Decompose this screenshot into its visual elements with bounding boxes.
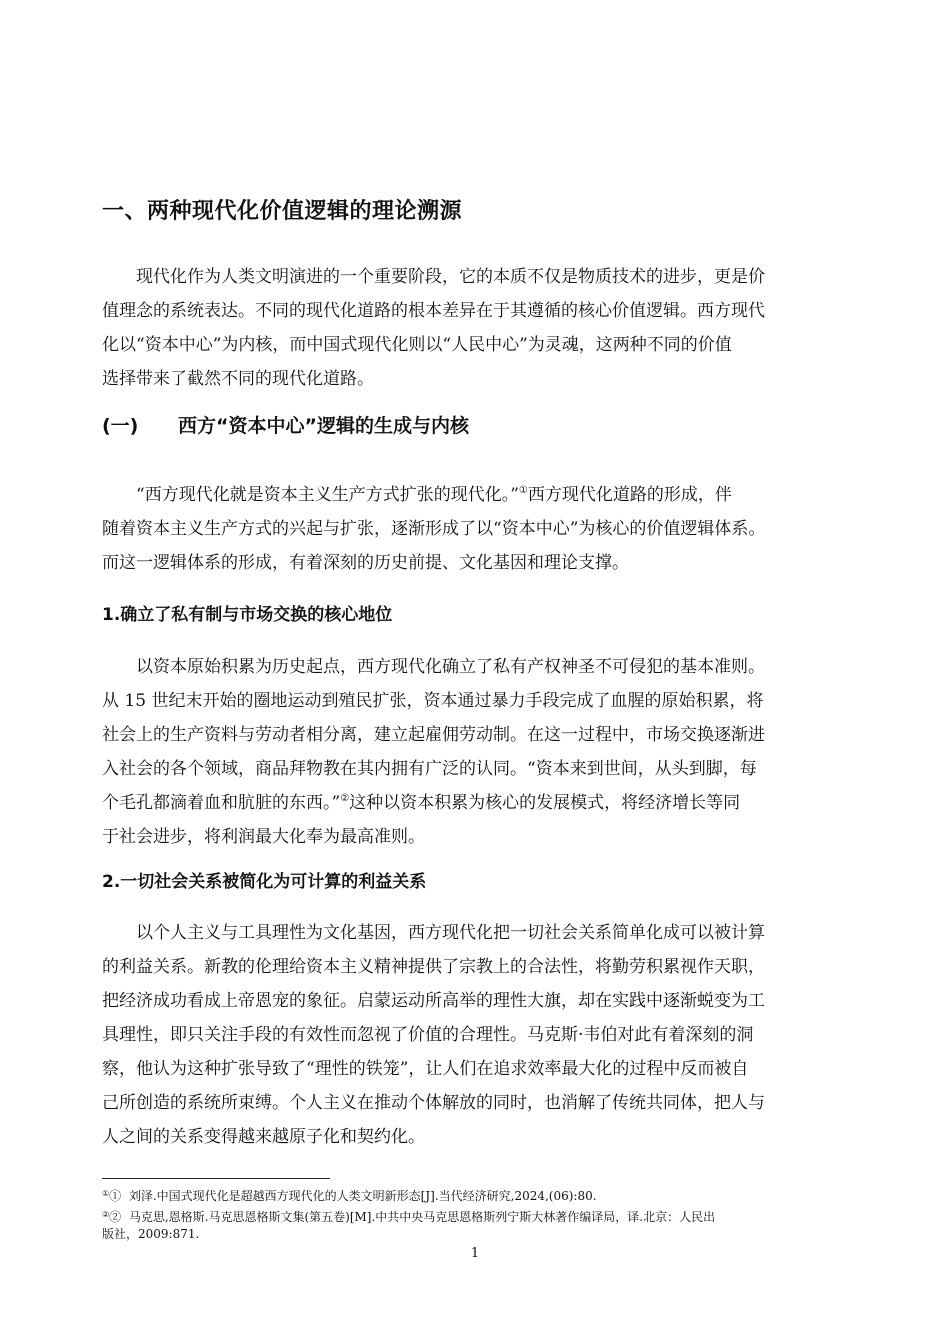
subsection-heading <box>102 411 469 438</box>
footnote-1 <box>102 1188 850 1205</box>
text-line: 以资本原始积累为历史起点，西方现代化确立了私有产权神圣不可侵犯的基本准则。 <box>136 657 765 677</box>
text-line: 从 15 世纪末开始的圈地运动到殖民扩张，资本通过暴力手段完成了血腥的原始积累，将 <box>102 691 764 711</box>
text-line: 选择带来了截然不同的现代化道路。 <box>102 369 374 389</box>
subsection-title: 西方“资本中心”逻辑的生成与内核 <box>178 415 469 437</box>
footnote-line: 版社，2009:871. <box>102 1227 200 1241</box>
text-segment: 这种以资本积累为核心的发展模式，将经济增长等同 <box>349 793 741 813</box>
footnote-ref-2[interactable]: ② <box>340 793 350 804</box>
footnote-text: 马克思,恩格斯.马克思恩格斯文集(第五卷)[M].中共中央马克思恩格斯列宁斯大林著作编译局，译.北京：人民出 <box>128 1210 716 1224</box>
heading-private-ownership: 1.确立了私有制与市场交换的核心地位 <box>102 605 393 625</box>
text-segment: 西方现代化道路的形成，伴 <box>527 485 732 505</box>
text-line: 于社会进步，将利润最大化奉为最高准则。 <box>102 827 425 847</box>
footnote-2 <box>102 1209 850 1243</box>
text-line: 己所创造的系统所束缚。个人主义在推动个体解放的同时，也消解了传统共同体，把人与 <box>102 1093 765 1113</box>
text-line: 而这一逻辑体系的形成，有着深刻的历史前提、文化基因和理论支撑。 <box>102 553 629 573</box>
footnote-sup: ① <box>102 1189 110 1198</box>
text-line <box>102 478 850 512</box>
text-line: 化以“资本中心”为内核，而中国式现代化则以“人民中心”为灵魂，这两种不同的价值 <box>102 335 732 355</box>
text-line: 人之间的关系变得越来越原子化和契约化。 <box>102 1127 425 1147</box>
footnote-sup: ② <box>102 1210 110 1219</box>
footnote-line <box>102 1209 850 1226</box>
quote-text: “西方现代化就是资本主义生产方式扩张的现代化。” <box>136 485 519 505</box>
footnote-mark: ② <box>109 1210 122 1224</box>
section-title: 一、两种现代化价值逻辑的理论溯源 <box>102 199 463 224</box>
text-line: 值理念的系统表达。不同的现代化道路的根本差异在于其遵循的核心价值逻辑。西方现代 <box>102 301 765 321</box>
page-number: 1 <box>470 1246 480 1261</box>
heading-interest-relations: 2.一切社会关系被简化为可计算的利益关系 <box>102 872 427 892</box>
footnote-separator <box>102 1178 330 1179</box>
text-line: 随着资本主义生产方式的兴起与扩张，逐渐形成了以“资本中心”为核心的价值逻辑体系。 <box>102 519 766 539</box>
text-line <box>102 786 850 820</box>
footnote-line <box>102 1188 850 1205</box>
text-line: 社会上的生产资料与劳动者相分离，建立起雇佣劳动制。在这一过程中，市场交换逐渐进 <box>102 725 765 745</box>
text-line: 以个人主义与工具理性为文化基因，西方现代化把一切社会关系简单化成可以被计算 <box>136 923 765 943</box>
text-line: 把经济成功看成上帝恩宠的象征。启蒙运动所高举的理性大旗，却在实践中逐渐蜕变为工 <box>102 991 765 1011</box>
intro-paragraph <box>102 260 850 396</box>
text-line: 具理性，即只关注手段的有效性而忽视了价值的合理性。马克斯·韦伯对此有着深刻的洞 <box>102 1025 754 1045</box>
text-line: 察，他认为这种扩张导致了“理性的铁笼”，让人们在追求效率最大化的过程中反而被自 <box>102 1059 749 1079</box>
footnote-mark: ① <box>109 1189 122 1203</box>
text-line: 的利益关系。新教的伦理给资本主义精神提供了宗教上的合法性，将勤劳积累视作天职， <box>102 957 765 977</box>
text-line: 入社会的各个领域，商品拜物教在其内拥有广泛的认同。“资本来到世间，从头到脚，每 <box>102 759 757 779</box>
quote-text: 个毛孔都滴着血和肮脏的东西。” <box>102 793 341 813</box>
text-line: 现代化作为人类文明演进的一个重要阶段，它的本质不仅是物质技术的进步，更是价 <box>136 267 765 287</box>
paragraph-private-ownership <box>102 650 850 854</box>
paragraph-capital-logic <box>102 478 850 580</box>
footnote-ref-1[interactable]: ① <box>518 485 528 496</box>
footnote-text: 刘泽.中国式现代化是超越西方现代化的人类文明新形态[J].当代经济研究,2024,(06):80. <box>128 1189 597 1203</box>
subsection-number: (一) <box>102 415 139 437</box>
paragraph-interest-relations <box>102 916 850 1154</box>
